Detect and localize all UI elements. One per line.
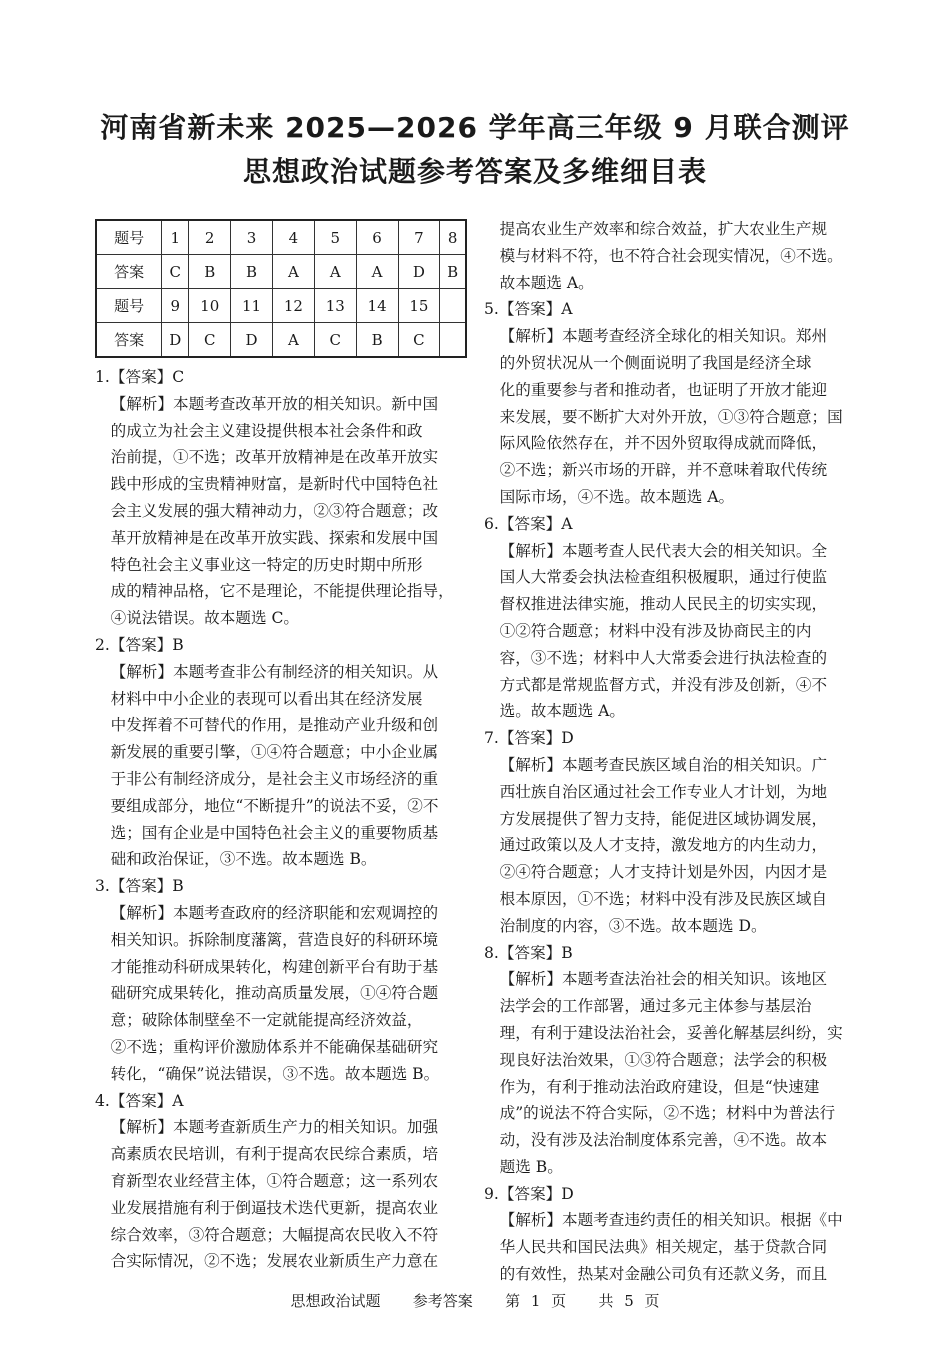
explanation-line: 作为，有利于推动法治政府建设，但是“快速建	[499, 1077, 820, 1096]
explanation-line: 【解析】本题考查新质生产力的相关知识。加强	[110, 1118, 439, 1137]
table-cell: 10	[189, 289, 231, 323]
answer-label: 9.【答案】D	[484, 1184, 574, 1203]
table-cell: 12	[272, 289, 314, 323]
explanation-line: 成的精神品格，它不是理论，不能提供理论指导，	[110, 582, 454, 601]
explanation-line: 提高农业生产效率和综合效益，扩大农业生产规	[499, 220, 828, 238]
question-3	[95, 873, 473, 1087]
explanation-line: 督权推进法律实施，推动人民民主的切实实现，	[499, 595, 828, 614]
answer-label: 7.【答案】D	[484, 729, 574, 748]
explanation-line: 通过政策以及人才支持，激发地方的内生动力，	[499, 836, 828, 855]
table-cell: D	[231, 323, 273, 358]
explanation-line: 华人民共和国民法典》相关规定，基于贷款合同	[499, 1238, 828, 1257]
table-cell: B	[440, 255, 466, 289]
table-cell: 6	[356, 220, 398, 255]
explanation-line: 【解析】本题考查人民代表大会的相关知识。全	[499, 541, 828, 560]
answer-label: 5.【答案】A	[484, 300, 573, 319]
question-6	[484, 511, 862, 725]
table-cell: B	[189, 255, 231, 289]
explanation-line: 才能推动科研成果转化，构建创新平台有助于基	[110, 957, 439, 976]
explanation-line: 际风险依然存在，并不因外贸取得成就而降低，	[499, 434, 828, 453]
table-cell: A	[272, 323, 314, 358]
explanation-line: 意；破除体制壁垒不一定就能提高经济效益，	[110, 1011, 423, 1030]
answer-label: 6.【答案】A	[484, 514, 573, 533]
left-column	[95, 364, 473, 1275]
explanation-line: 西壮族自治区通过社会工作专业人才计划，为地	[499, 782, 828, 801]
table-cell: C	[398, 323, 440, 358]
explanation-line: 础研究成果转化，推动高质量发展，①④符合题	[110, 984, 439, 1003]
explanation-line: 方式都是常规监督方式，并没有涉及创新，④不	[499, 675, 828, 694]
explanation-line: ②不选；新兴市场的开辟，并不意味着取代传统	[499, 461, 828, 480]
answer-label: 2.【答案】B	[95, 635, 184, 654]
explanation-line: 新发展的重要引擎，①④符合题意；中小企业属	[110, 743, 439, 762]
table-cell: A	[356, 255, 398, 289]
table-row	[96, 255, 466, 289]
table-cell	[440, 289, 466, 323]
page-footer: 思想政治试题 参考答案 第 1 页 共 5 页	[290, 1292, 660, 1310]
explanation-line: 相关知识。拆除制度藩篱，营造良好的科研环境	[110, 930, 439, 949]
table-cell: C	[189, 323, 231, 358]
explanation-line: 特色社会主义事业这一特定的历史时期中所形	[110, 555, 423, 574]
table-cell: 14	[356, 289, 398, 323]
table-cell: 2	[189, 220, 231, 255]
explanation-line: 国人大常委会执法检查组积极履职，通过行使监	[499, 568, 828, 587]
explanation-line: 国际市场，④不选。故本题选 A。	[499, 487, 735, 506]
title-line-2: 思想政治试题参考答案及多维细目表	[242, 155, 707, 188]
question-1	[95, 364, 473, 632]
explanation-line: 育新型农业经营主体，①符合题意；这一系列农	[110, 1171, 439, 1190]
table-cell: 15	[398, 289, 440, 323]
explanation-line: 高素质农民培训，有利于提高农民综合素质，培	[110, 1145, 439, 1164]
table-cell: 7	[398, 220, 440, 255]
explanation-line: 【解析】本题考查经济全球化的相关知识。郑州	[499, 327, 828, 346]
explanation-line: 要组成部分，地位“不断提升”的说法不妥，②不	[110, 796, 439, 815]
explanation-line: 材料中中小企业的表现可以看出其在经济发展	[110, 689, 423, 708]
table-cell: 11	[231, 289, 273, 323]
answer-label: 3.【答案】B	[95, 877, 184, 896]
explanation-line: 的成立为社会主义建设提供根本社会条件和政	[110, 421, 423, 440]
table-cell: 8	[440, 220, 466, 255]
table-cell	[440, 323, 466, 358]
title-line-1: 河南省新未来 2025—2026 学年高三年级 9 月联合测评	[100, 111, 850, 144]
table-row	[96, 323, 466, 358]
table-row-header: 题号	[96, 289, 162, 323]
explanation-line: 选。故本题选 A。	[499, 702, 625, 721]
explanation-line: 合实际情况，②不选；发展农业新质生产力意在	[110, 1252, 439, 1271]
table-cell: B	[356, 323, 398, 358]
explanation-line: 的外贸状况从一个侧面说明了我国是经济全球	[499, 353, 812, 372]
table-cell: C	[162, 255, 189, 289]
explanation-line: 会主义发展的强大精神动力，②③符合题意；改	[110, 501, 439, 520]
question-2	[95, 632, 473, 873]
answer-label: 8.【答案】B	[484, 943, 573, 962]
explanation-line: 现良好法治效果，①③符合题意；法学会的积极	[499, 1050, 828, 1069]
explanation-line: ②不选；重构评价激励体系并不能确保基础研究	[110, 1037, 439, 1056]
explanation-line: 【解析】本题考查违约责任的相关知识。根据《中	[499, 1211, 843, 1230]
explanation-line: 选；国有企业是中国特色社会主义的重要物质基	[110, 823, 439, 842]
explanation-line: 根本原因，①不选；材料中没有涉及民族区域自	[499, 889, 828, 908]
table-cell: 4	[272, 220, 314, 255]
question-5	[484, 296, 862, 510]
table-row	[96, 220, 466, 255]
answer-label: 1.【答案】C	[95, 368, 185, 386]
explanation-line: 于非公有制经济成分，是社会主义市场经济的重	[110, 769, 439, 788]
explanation-line: 法学会的工作部署，通过多元主体参与基层治	[499, 997, 812, 1016]
explanation-line: 业发展措施有利于倒逼技术迭代更新，提高农业	[110, 1198, 439, 1217]
explanation-line: 的有效性，热某对金融公司负有还款义务，而且	[499, 1265, 828, 1284]
question-4-continued	[484, 216, 862, 296]
explanation-line: 【解析】本题考查政府的经济职能和宏观调控的	[110, 903, 439, 922]
explanation-line: 来发展，要不断扩大对外开放，①③符合题意；国	[499, 407, 843, 426]
explanation-line: 【解析】本题考查非公有制经济的相关知识。从	[110, 662, 439, 681]
table-cell: 5	[314, 220, 356, 255]
explanation-line: 动，没有涉及法治制度体系完善，④不选。故本	[499, 1131, 828, 1150]
explanation-line: 综合效率，③符合题意；大幅提高农民收入不符	[110, 1225, 439, 1244]
explanation-line: 模与材料不符，也不符合社会现实情况，④不选。	[499, 246, 843, 265]
explanation-line: 题选 B。	[499, 1157, 563, 1176]
explanation-line: 础和政治保证，③不选。故本题选 B。	[110, 850, 377, 869]
explanation-line: 革开放精神是在改革开放实践、探索和发展中国	[110, 528, 439, 547]
table-row-header: 答案	[96, 255, 162, 289]
table-cell: 3	[231, 220, 273, 255]
table-row-header: 题号	[96, 220, 162, 255]
table-row-header: 答案	[96, 323, 162, 358]
explanation-line: 方发展提供了智力支持，能促进区域协调发展，	[499, 809, 828, 828]
explanation-line: 中发挥着不可替代的作用，是推动产业升级和创	[110, 716, 439, 735]
table-cell: D	[162, 323, 189, 358]
explanation-line: 转化，“确保”说法错误，③不选。故本题选 B。	[110, 1064, 440, 1083]
table-cell: C	[314, 323, 356, 358]
table-row	[96, 289, 466, 323]
question-9	[484, 1181, 862, 1288]
explanation-line: 理，有利于建设法治社会，妥善化解基层纠纷，实	[499, 1023, 843, 1042]
right-column	[484, 216, 862, 1288]
question-8	[484, 940, 862, 1181]
explanation-line: ②④符合题意；人才支持计划是外因，内因才是	[499, 863, 828, 882]
explanation-line: 【解析】本题考查法治社会的相关知识。该地区	[499, 970, 828, 989]
table-cell: A	[272, 255, 314, 289]
explanation-line: ④说法错误。故本题选 C。	[110, 609, 300, 628]
question-4	[95, 1088, 473, 1276]
explanation-line: 化的重要参与者和推动者，也证明了开放才能迎	[499, 380, 828, 399]
explanation-line: 成”的说法不符合实际，②不选；材料中为普法行	[499, 1104, 836, 1123]
table-cell: 13	[314, 289, 356, 323]
table-cell: 1	[162, 220, 189, 255]
explanation-line: 容，③不选；材料中人大常委会进行执法检查的	[499, 648, 828, 667]
explanation-line: 【解析】本题考查改革开放的相关知识。新中国	[110, 394, 439, 413]
explanation-line: 践中形成的宝贵精神财富，是新时代中国特色社	[110, 475, 439, 494]
answer-table	[95, 219, 467, 358]
table-cell: A	[314, 255, 356, 289]
answer-label: 4.【答案】A	[95, 1091, 184, 1110]
explanation-line: 故本题选 A。	[499, 273, 594, 292]
explanation-line: 【解析】本题考查民族区域自治的相关知识。广	[499, 755, 828, 774]
question-7	[484, 725, 862, 939]
explanation-line: 治前提，①不选；改革开放精神是在改革开放实	[110, 448, 439, 467]
table-cell: 9	[162, 289, 189, 323]
table-cell: D	[398, 255, 440, 289]
explanation-line: ①②符合题意；材料中没有涉及协商民主的内	[499, 621, 812, 640]
explanation-line: 治制度的内容，③不选。故本题选 D。	[499, 916, 767, 935]
table-cell: B	[231, 255, 273, 289]
